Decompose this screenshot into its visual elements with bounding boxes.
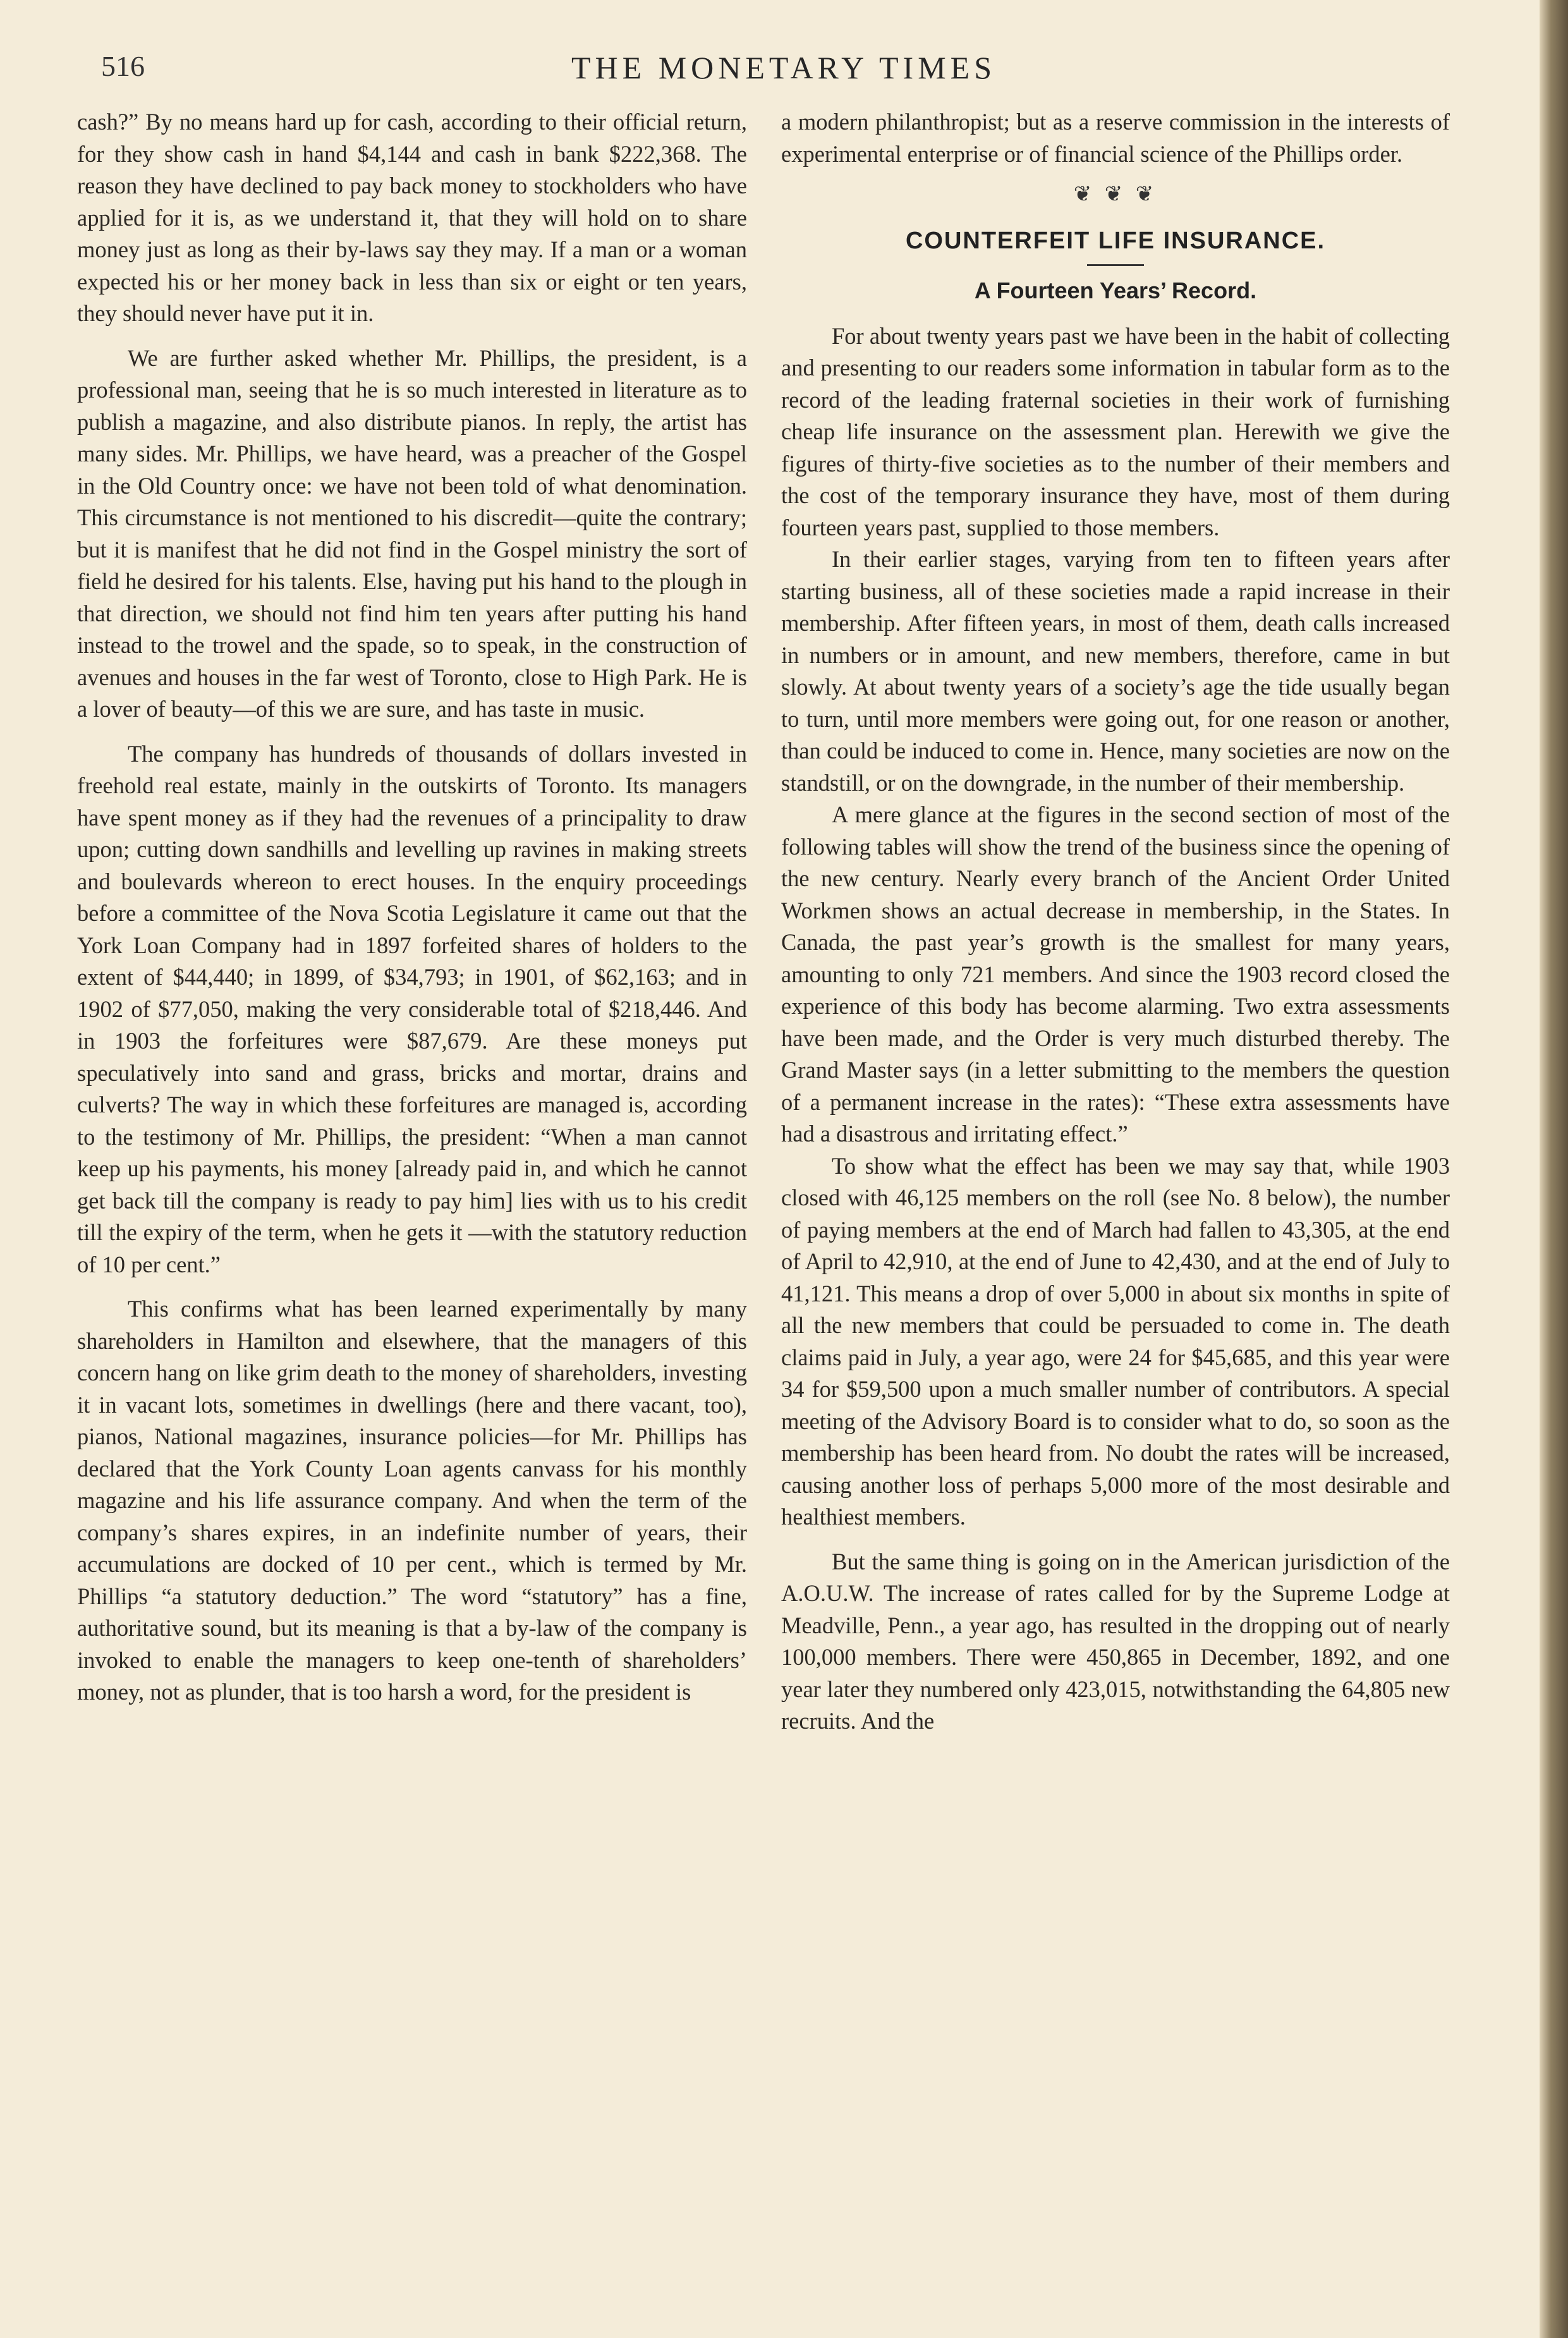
- running-title: THE MONETARY TIMES: [571, 50, 996, 85]
- paragraph: The company has hundreds of thousands of dollars invested in freehold real estate, mainly in the outskirts of Toronto. Its managers have spent money as if they had the revenues of a principality to draw upon; cutting down sandhills and levelling up ravines in making streets and boulevards whereon to erect houses. In the enquiry proceedings before a committee of the Nova Scotia Legislature it came out that the York Loan Company had in 1897 forfeited shares of holders to the extent of $44,440; in 1899, of $34,793; in 1901, of $62,163; and in 1902 of $77,050, making the very considerable total of $218,446. And in 1903 the forfeitures were $87,679. Are these moneys put speculatively into sand and grass, bricks and mortar, drains and culverts? The way in which these forfeitures are managed is, according to the testimony of Mr. Phillips, the president: “When a man cannot keep up his payments, his money [already paid in, and which he cannot get back till the company is ready to pay him] lies with us to his credit till the expiry of the term, when he gets it —with the statutory reduction of 10 per cent.”: [77, 740, 747, 1277]
- title-rule: [1087, 264, 1144, 266]
- paragraph: cash?” By no means hard up for cash, according to their official return, for they show cash in hand $4,144 and cash in bank $222,368. The reason they have declined to pay back money to stockholders who have applied for it is, as we understand it, that they will hold on to share money just as long as their by-laws say they may. If a man or a woman expected his or her money back in less than six or eight or ten years, they should never have put it in.: [77, 109, 747, 326]
- book-spine-edge: [1540, 0, 1568, 2338]
- paragraph: But the same thing is going on in the American jurisdiction of the A.O.U.W. The increase of rates called for by the Supreme Lodge at Meadville, Penn., a year ago, has resulted in the dropping out of nearly 100,000 members. There were 450,865 in December, 1892, and one year later they numbered only 423,015, notwithstanding the 64,805 new recruits. And the: [781, 1548, 1450, 1734]
- article-subtitle: A Fourteen Years’ Record.: [974, 277, 1257, 303]
- paragraph: A mere glance at the figures in the second section of most of the following tables will show the trend of the business since the opening of the new century. Nearly every branch of the Ancient Order United Workmen shows an actual decrease in membership, in the States. In Canada, the past year’s growth is the smallest for many years, amounting to only 721 members. And since the 1903 record closed the experience of this body has become alarming. Two extra assessments have been made, and the Order is very much disturbed thereby. The Grand Master says (in a letter submitting to the members the question of a permanent increase in the rates): “These extra assessments have had a disastrous and irritating effect.”: [781, 801, 1450, 1147]
- paragraph: This confirms what has been learned experimentally by many shareholders in Hamilton and elsewhere, that the managers of this concern hang on like grim death to the money of shareholders, investing it in vacant lots, sometimes in dwellings (here and there vacant, too), pianos, National magazines, insurance policies—for Mr. Phillips has declared that the York County Loan agents canvass for his monthly magazine and his life assurance company. And when the term of the company’s shares expires, in an indefinite number of years, their accumulations are docked of 10 per cent., which is termed by Mr. Phillips “a statutory deduction.” The word “statutory” has a fine, authoritative sound, but its meaning is that a by-law of the company is invoked to enable the managers to keep one-tenth of shareholders’ money, not as plunder, that is too harsh a word, for the president is: [77, 1296, 747, 1705]
- left-column: [77, 106, 747, 1708]
- paragraph: In their earlier stages, varying from ten to fifteen years after starting business, all of these societies made a rapid increase in their membership. After fifteen years, in most of them, death calls increased in numbers or in amount, and new members, therefore, came in but slowly. At about twenty years of a society’s age the tide usually began to turn, until more members were going out, for one reason or another, than could be induced to come in. Hence, many societies are now on the standstill, or on the downgrade, in the number of their membership.: [781, 546, 1450, 796]
- section-ornament: ❦ ❦ ❦: [1073, 183, 1158, 206]
- paragraph: For about twenty years past we have been in the habit of collecting and presenting to our readers some information in tabular form as to the record of the leading fraternal societies in their work of furnishing cheap life insurance on the assessment plan. Herewith we give the figures of thirty-five societies as to the number of their members and the cost of the temporary insurance they have, most of them during fourteen years past, supplied to those members.: [781, 322, 1450, 540]
- article-title: COUNTERFEIT LIFE INSURANCE.: [905, 227, 1326, 254]
- paragraph: To show what the effect has been we may say that, while 1903 closed with 46,125 members on the roll (see No. 8 below), the number of paying members at the end of March had fallen to 43,305, at the end of April to 42,910, at the end of June to 42,430, and at the end of July to 41,121. This means a drop of over 5,000 in about six months in spite of all the new members that could be persuaded to come in. The death claims paid in July, a year ago, were 24 for $45,685, and this year were 34 for $59,500 upon a much smaller number of contributors. A special meeting of the Advisory Board is to consider what to do, so soon as the membership has been heard from. No doubt the rates will be increased, causing another loss of perhaps 5,000 more of the most desirable and healthiest members.: [781, 1152, 1450, 1530]
- page-number: 516: [101, 50, 145, 82]
- right-column: [781, 106, 1450, 1738]
- page-header: [101, 49, 1466, 87]
- paragraph: We are further asked whether Mr. Phillips, the president, is a professional man, seeing that he is so much interested in literature as to publish a magazine, and also distribute pianos. In reply, the artist has many sides. Mr. Phillips, we have heard, was a preacher of the Gospel in the Old Country once: we have not been told of what denomination. This circumstance is not mentioned to his discredit—quite the contrary; but it is manifest that he did not find in the Gospel ministry the sort of field he desired for his talents. Else, having put his hand to the plough in that direction, we should not find him ten years after putting his hand instead to the trowel and the spade, so to speak, in the construction of avenues and houses in the far west of Toronto, close to High Park. He is a lover of beauty—of this we are sure, and has taste in music.: [77, 344, 747, 722]
- continuation-paragraph: a modern philanthropist; but as a reserve commission in the interests of experimental enterprise or of financial science of the Phillips order.: [781, 109, 1450, 167]
